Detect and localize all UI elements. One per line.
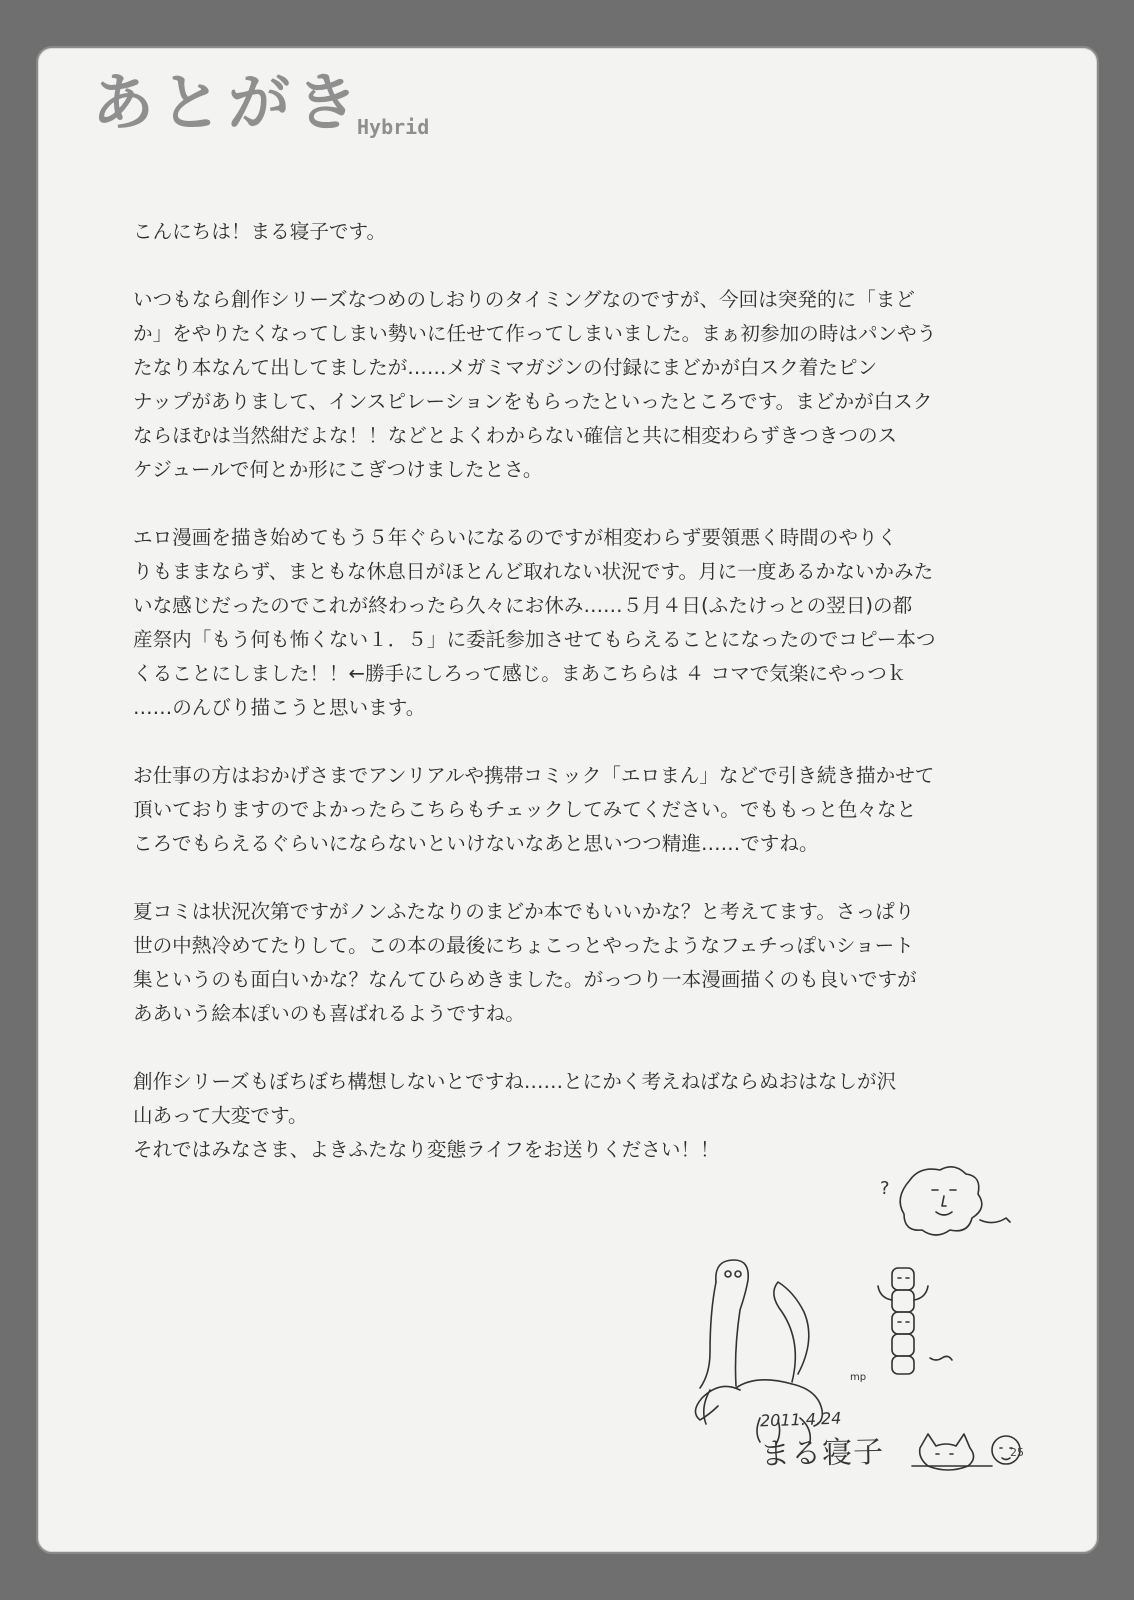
- text-line: ああいう絵本ぽいのも喜ばれるようですね。: [133, 1002, 525, 1025]
- text-line: 山あって大変です。: [133, 1104, 308, 1127]
- text-line: ナップがありまして、インスピレーションをもらったといったところです。まどかが白スク: [133, 390, 933, 413]
- signature-date: 2011.4.24: [759, 1408, 842, 1431]
- text-line: たなり本なんて出してましたが……メガミマガジンの付録にまどかが白スク着たピン: [133, 356, 878, 379]
- text-line: 集というのも面白いかな？なんてひらめきました。がっつり一本漫画描くのも良いですが: [133, 968, 917, 991]
- text-line: いつもなら創作シリーズなつめのしおりのタイミングなのですが、今回は突発的に「まど: [133, 288, 915, 311]
- text-line: か」をやりたくなってしまい勢いに任せて作ってしまいました。まぁ初参加の時はパンやう: [133, 322, 937, 345]
- svg-text:?: ?: [880, 1178, 890, 1199]
- text-line: こんにちは！まる寝子です。: [133, 220, 387, 243]
- text-line: 産祭内「もう何も怖くない１．５」に委託参加させてもらえることになったのでコピー本つ: [133, 628, 936, 651]
- totem-doodle: [878, 1268, 952, 1374]
- text-line: 夏コミは状況次第ですがノンふたなりのまどか本でもいいかな？と考えてます。さっぱり: [133, 900, 915, 923]
- text-line: りもままならず、まともな休息日がほとんど取れない状況です。月に一度あるかないかみた: [133, 560, 934, 583]
- text-line: ころでもらえるぐらいにならないといけないなあと思いつつ精進……ですね。: [133, 832, 819, 855]
- paragraph-work: [133, 759, 1013, 861]
- page-title: あとがき: [92, 66, 365, 139]
- paragraph-schedule: [133, 521, 1013, 725]
- text-line: 頂いておりますのでよかったらこちらもチェックしてみてください。でももっと色々なと: [133, 798, 917, 821]
- text-line: 創作シリーズもぼちぼち構想しないとですね……とにかく考えねばならぬおはなしが沢: [133, 1070, 897, 1093]
- text-line: ……のんびり描こうと思います。: [133, 696, 426, 719]
- text-line: お仕事の方はおかげさまでアンリアルや携帯コミック「エロまん」などで引き続き描かせて: [133, 764, 935, 787]
- text-line: いな感じだったのでこれが終わったら久々にお休み……５月４日(ふたけっとの翌日)の都: [133, 594, 913, 617]
- paragraph-madoka: [133, 283, 1013, 487]
- text-line: エロ漫画を描き始めてもう５年ぐらいになるのですが相変わらず要領悪く時間のやりく: [133, 526, 898, 549]
- text-line: ケジュールで何とか形にこぎつけましたとさ。: [133, 458, 543, 481]
- text-line: 世の中熱冷めてたりして。この本の最後にちょこっとやったようなフェチっぽいショート: [133, 934, 914, 957]
- text-line: くることにしました！！←勝手にしろって感じ。まあこちらは ４ コマで気楽にやっつｋ: [133, 662, 907, 685]
- text-line: それではみなさま、よきふたなり変態ライフをお送りください！！: [133, 1138, 720, 1161]
- page-number: 25: [1010, 1446, 1024, 1459]
- svg-text:mp: mp: [850, 1372, 867, 1383]
- paragraph-summer: [133, 895, 1013, 1031]
- signature-name: まる寝子: [759, 1434, 885, 1473]
- cloud-face-doodle: [880, 1167, 1010, 1235]
- paragraph-greeting: [133, 215, 1013, 249]
- cat-doodle: [912, 1434, 1020, 1470]
- text-line: ならほむは当然紺だよな！！などとよくわからない確信と共に相変わらずきつきつのス: [133, 424, 898, 447]
- afterword-body: [133, 215, 1013, 1201]
- page-subtitle: Hybrid: [357, 115, 430, 139]
